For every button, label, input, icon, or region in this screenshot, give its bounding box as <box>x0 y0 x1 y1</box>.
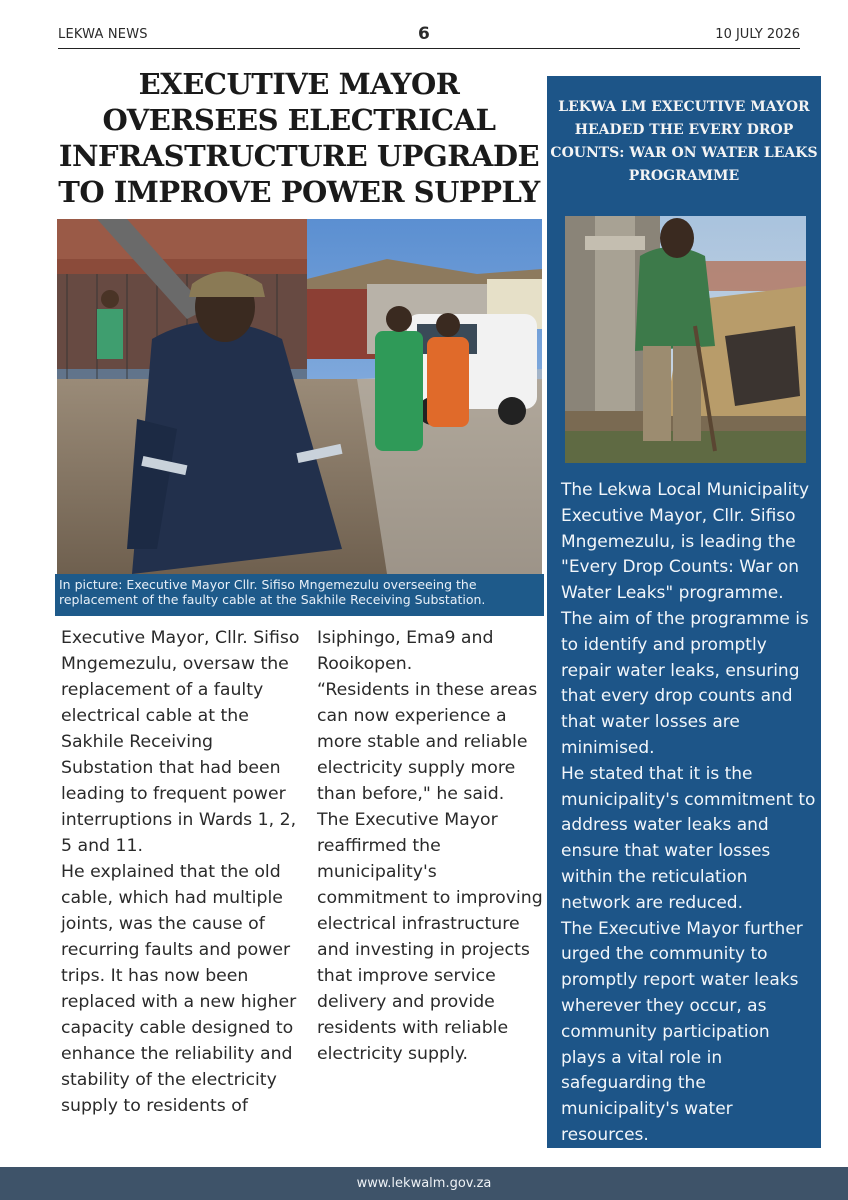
sidebar-body <box>561 478 817 1149</box>
publication-name: LEKWA NEWS <box>58 27 148 42</box>
article-paragraph: The Executive Mayor reaffirmed the municipality's commitment to improving electrical infrastructure and investing in projects that improve service delivery and provide residents with reliable electricity supply. <box>317 810 543 1064</box>
sidebar-paragraph: He stated that it is the municipality's commitment to address water leaks and ensure that water losses within the reticulation network are reduced. <box>561 763 816 913</box>
sidebar-headline: LEKWA LM EXECUTIVE MAYOR HEADED THE EVERY DROP COUNTS: WAR ON WATER LEAKS PROGRAMME <box>550 99 818 184</box>
photo-caption: In picture: Executive Mayor Cllr. Sifiso Mngemezulu overseeing the replacement of the faulty cable at the Sakhile Receiving Substation. <box>55 574 544 616</box>
article-paragraph: He explained that the old cable, which had multiple joints, was the cause of recurring faults and power trips. It has now been replaced with a new higher capacity cable designed to enhance the reliability and stability of the electricity supply to residents of <box>61 862 297 1116</box>
main-headline: EXECUTIVE MAYOR OVERSEES ELECTRICAL INFRASTRUCTURE UPGRADE TO IMPROVE POWER SUPPLY <box>58 67 540 209</box>
article-paragraph: Executive Mayor, Cllr. Sifiso Mngemezulu, oversaw the replacement of a faulty electrical cable at the Sakhile Receiving Substation that had been leading to frequent power interruptions in Wards 1, 2, 5 and 11. <box>61 628 300 856</box>
article-column-2 <box>317 625 547 1067</box>
issue-date: 10 JULY 2026 <box>715 27 800 42</box>
sidebar-paragraph: The Lekwa Local Municipality Executive Mayor, Cllr. Sifiso Mngemezulu, is leading the "Every Drop Counts: War on Water Leaks" programme. The aim of the programme is to identify and promptly repair water leaks, ensuring that every drop counts and that water losses are minimised. <box>561 480 810 758</box>
sidebar-article <box>547 76 821 1148</box>
article-paragraph: “Residents in these areas can now experience a more stable and reliable electricity supply more than before," he said. <box>317 680 538 804</box>
page-header <box>58 26 800 49</box>
article-column-1 <box>61 625 306 1119</box>
page-footer <box>0 1167 848 1200</box>
water-leak-photo <box>565 216 806 463</box>
substation-photo <box>57 219 542 574</box>
article-paragraph: Isiphingo, Ema9 and Rooikopen. <box>317 628 494 674</box>
page-number: 6 <box>418 24 430 44</box>
website-link[interactable]: www.lekwalm.gov.za <box>356 1176 492 1191</box>
sidebar-paragraph: The Executive Mayor further urged the community to promptly report water leaks wherever they occur, as community participation plays a vital role in safeguarding the municipality's water resources. <box>561 918 803 1145</box>
